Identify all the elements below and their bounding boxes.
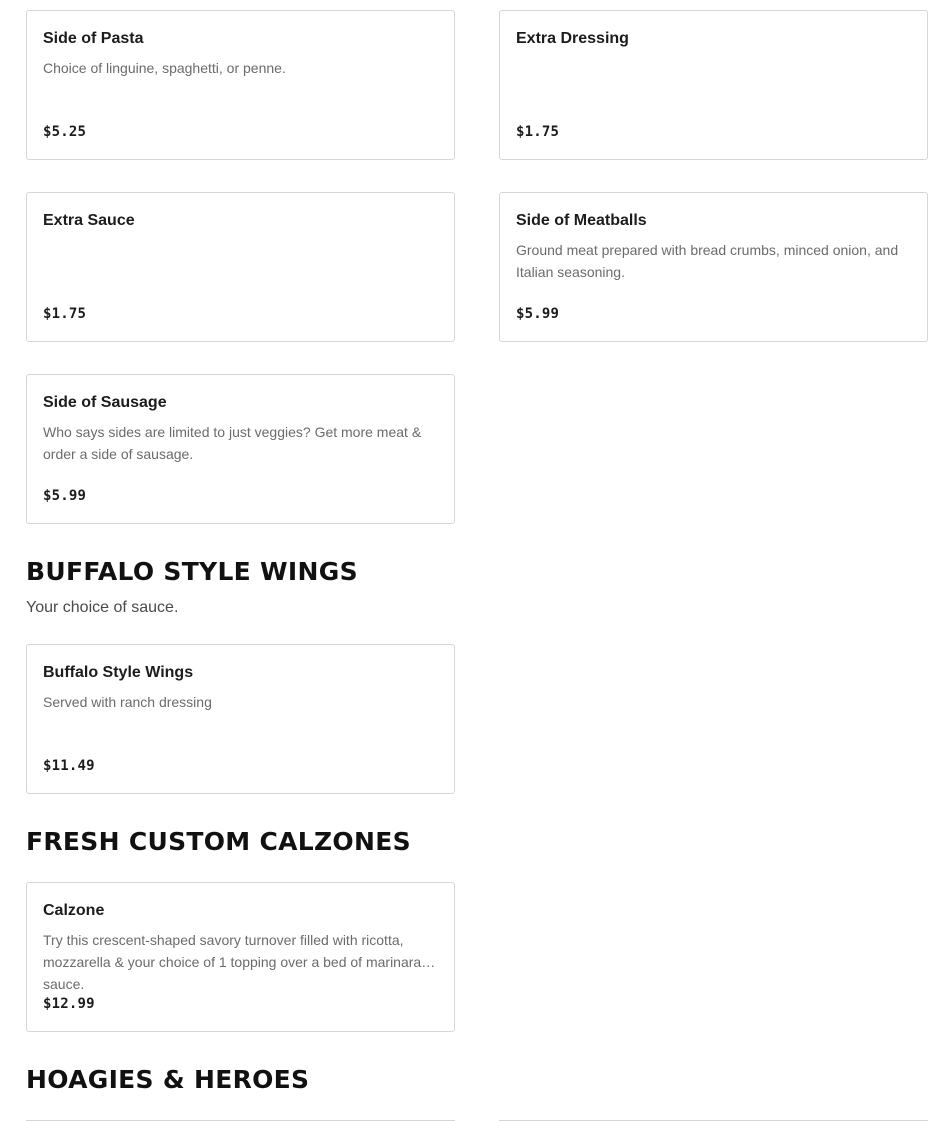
section-title-fresh-custom-calzones: FRESH CUSTOM CALZONES — [26, 827, 411, 856]
menu-item-card-extra-dressing[interactable] — [499, 10, 928, 160]
section-title-buffalo-style-wings: BUFFALO STYLE WINGS — [26, 557, 358, 586]
menu-item-name: Extra Dressing — [516, 30, 629, 47]
menu-item-description: Try this crescent-shaped savory turnover filled with ricotta, mozzarella & your choice of 1 topping over a bed of marinara sauce. — [43, 932, 422, 992]
menu-item-price: $5.25 — [43, 124, 87, 140]
menu-item-description: Ground meat prepared with bread crumbs, minced onion, and Italian seasoning. — [516, 242, 899, 280]
menu-item-card-calzone[interactable] — [26, 882, 455, 1032]
menu-item-card-side-of-meatballs[interactable] — [499, 192, 928, 342]
menu-item-description: Choice of linguine, spaghetti, or penne. — [43, 60, 286, 76]
menu-item-price: $1.75 — [516, 124, 560, 140]
menu-item-description: Who says sides are limited to just veggies? Get more meat & order a side of sausage. — [43, 424, 422, 462]
section-title-hoagies-and-heroes: HOAGIES & HEROES — [26, 1065, 310, 1094]
menu-item-name: Side of Meatballs — [516, 212, 647, 229]
menu-item-name: Extra Sauce — [43, 212, 135, 229]
menu-item-price: $5.99 — [516, 306, 560, 322]
menu-item-card-buffalo-style-wings[interactable] — [26, 644, 455, 794]
menu-item-price: $11.49 — [43, 758, 95, 774]
menu-item-name: Side of Sausage — [43, 394, 167, 411]
menu-item-name: Buffalo Style Wings — [43, 664, 194, 681]
menu-item-name: Side of Pasta — [43, 30, 144, 47]
menu-item-card-extra-sauce[interactable] — [26, 192, 455, 342]
menu-item-name: Calzone — [43, 902, 105, 919]
menu-item-price: $12.99 — [43, 996, 95, 1012]
menu-item-price: $5.99 — [43, 488, 87, 504]
menu-item-card-side-of-pasta[interactable] — [26, 10, 455, 160]
menu-item-description: Served with ranch dressing — [43, 694, 212, 710]
menu-item-card-side-of-sausage[interactable] — [26, 374, 455, 524]
menu-item-price: $1.75 — [43, 306, 87, 322]
section-subtitle: Your choice of sauce. — [26, 599, 179, 616]
